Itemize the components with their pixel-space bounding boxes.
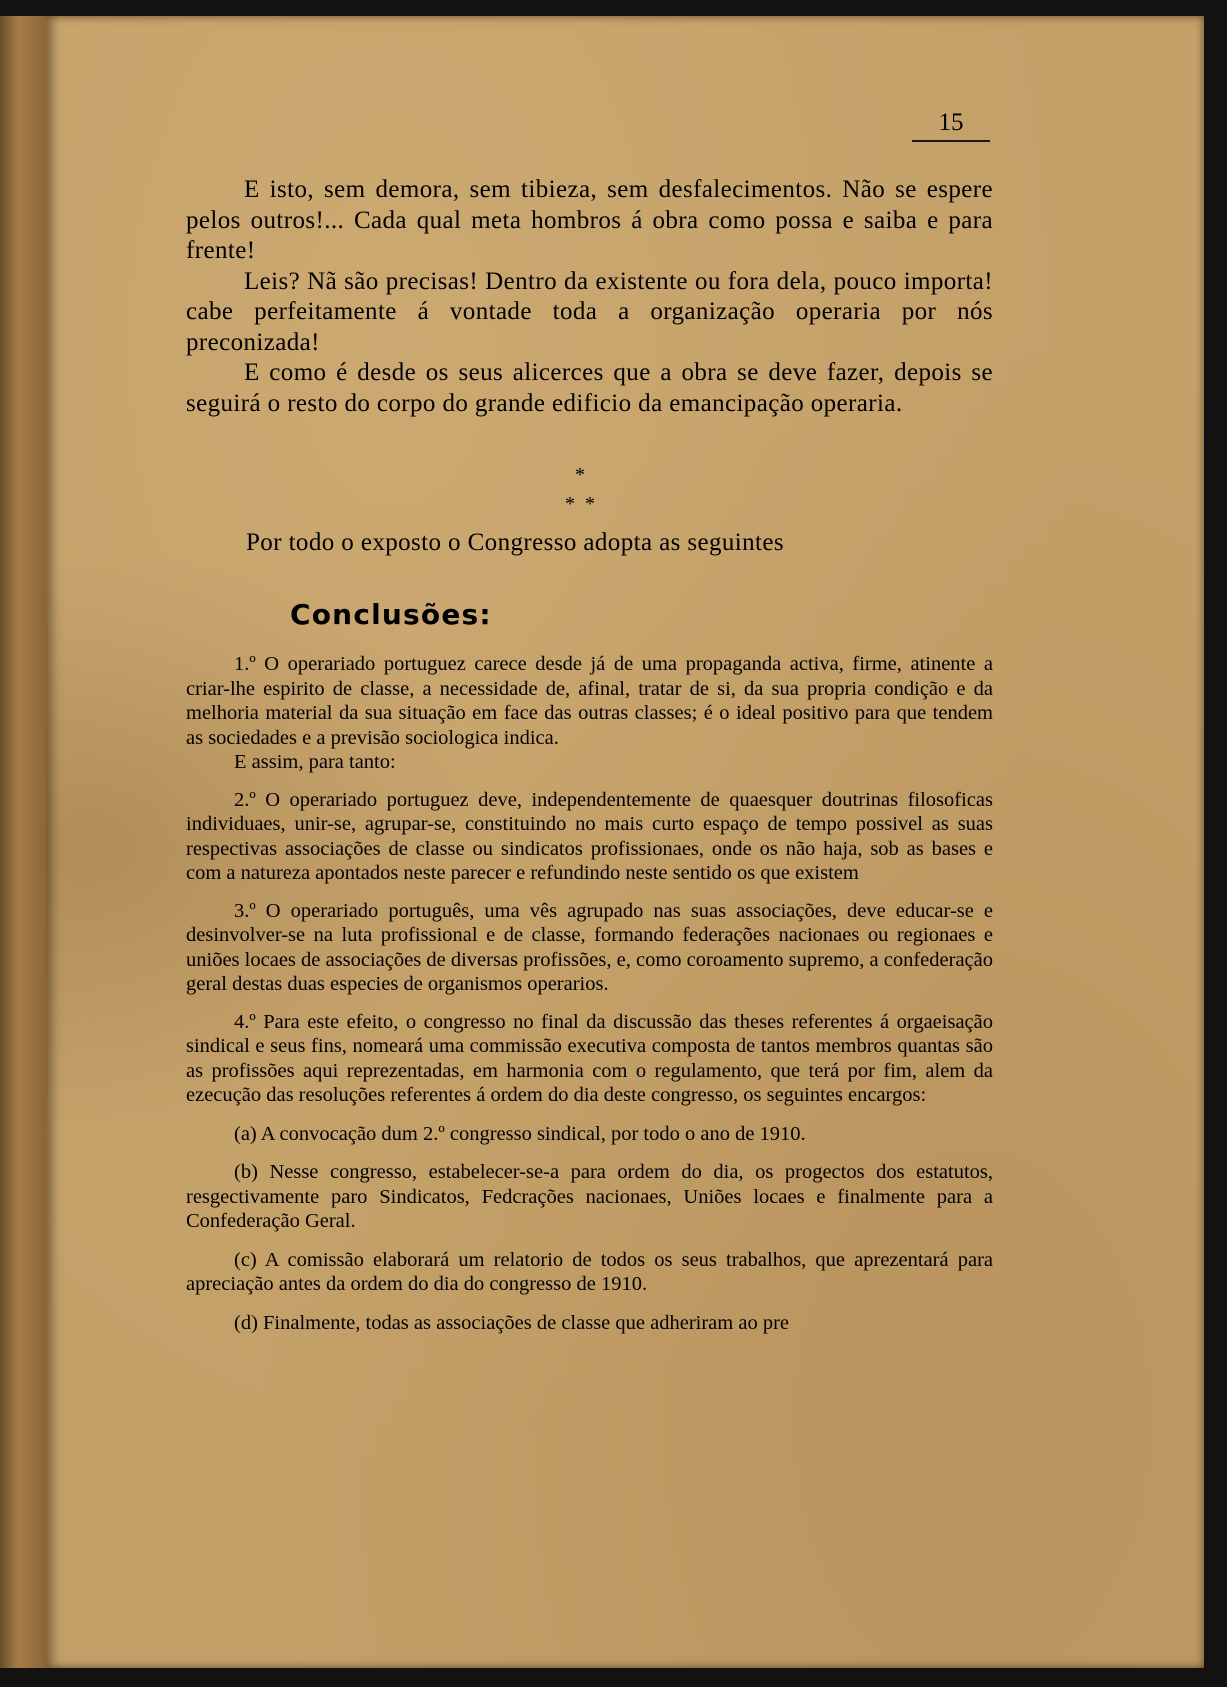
conclusion-item: (a) A convocação dum 2.º congresso sindical, por todo o ano de 1910. (234, 1122, 806, 1145)
conclusions-list (186, 652, 993, 1335)
conclusion-item: 3.º O operariado português, uma vês agrupado nas suas associações, deve educar-se e desinvolver-se na luta profissional e de classe, formando federações nacionaes ou regionaes e uniões locaes de associações de diversas profissões, e, como coroamento supremo, a confederação geral destas duas especies de organismos operarios. (186, 899, 993, 995)
conclusion-item: 2.º O operariado portuguez deve, independentemente de quaesquer doutrinas filosoficas individuaes, unir-se, agrupar-se, constituindo no mais curto espaço de tempo possivel as suas respectivas associações de classe ou sindicatos profissionaes, onde os não haja, sob as bases e com a natureza apontados neste parecer e refundindo neste sentido os que existem (186, 788, 993, 884)
paragraph: E isto, sem demora, sem tibieza, sem desfalecimentos. Não se espere pelos outros!... Cada qual meta hombros á obra como possa e saiba e para frente! (186, 176, 993, 264)
opening-text (186, 175, 993, 419)
paragraph: E como é desde os seus alicerces que a obra se deve fazer, depois se seguirá o resto do corpo do grande edificio da emancipação operaria. (186, 359, 993, 417)
page-number: 15 (912, 106, 990, 142)
conclusion-item: (c) A comissão elaborará um relatorio de todos os seus trabalhos, que aprezentará para apreciação antes da ordem do dia do congresso de 1910. (186, 1248, 993, 1295)
conclusion-item: 1.º O operariado portuguez carece desde já de uma propaganda activa, firme, atinente a criar-lhe espirito de classe, a necessidade de, afinal, tratar de si, da sua propria condição e da melhoria material da sua situação em face das outras classes; é o ideal positivo para que tendem as sociedades e a previsão sociologica indica. (186, 653, 993, 749)
conclusion-item: (d) Finalmente, todas as associações de classe que adheriram ao pre (234, 1311, 789, 1334)
ornament-star-pair: * * (565, 493, 595, 515)
ornament-star-top: * (575, 464, 585, 486)
conclusion-item: E assim, para tanto: (234, 751, 396, 773)
conclusion-item: (b) Nesse congresso, estabelecer-se-a para ordem do dia, os progectos dos estatutos, resgectivamente paro Sindicatos, Fedcrações nacionaes, Uniões locaes e finalmente para a Confederação Geral. (186, 1161, 993, 1232)
paragraph: Leis? Nã são precisas! Dentro da existente ou fora dela, pouco importa! cabe perfeitamente á vontade toda a organização operaria por nós preconizada! (186, 267, 993, 356)
left-page-edge (0, 16, 46, 1668)
section-heading: Conclusões: (290, 598, 492, 631)
intro-line: Por todo o exposto o Congresso adopta as seguintes (246, 529, 785, 556)
conclusion-item: 4.º Para este efeito, o congresso no final da discussão das theses referentes á orgaeisação sindical e seus fins, nomeará uma commissão executiva composta de tantos membros quantas são as profissões aqui reprezentadas, em harmonia com o regulamento, que terá por fim, alem da ezecução das resoluções referentes á ordem do dia deste congresso, os seguintes encargos: (186, 1010, 993, 1106)
